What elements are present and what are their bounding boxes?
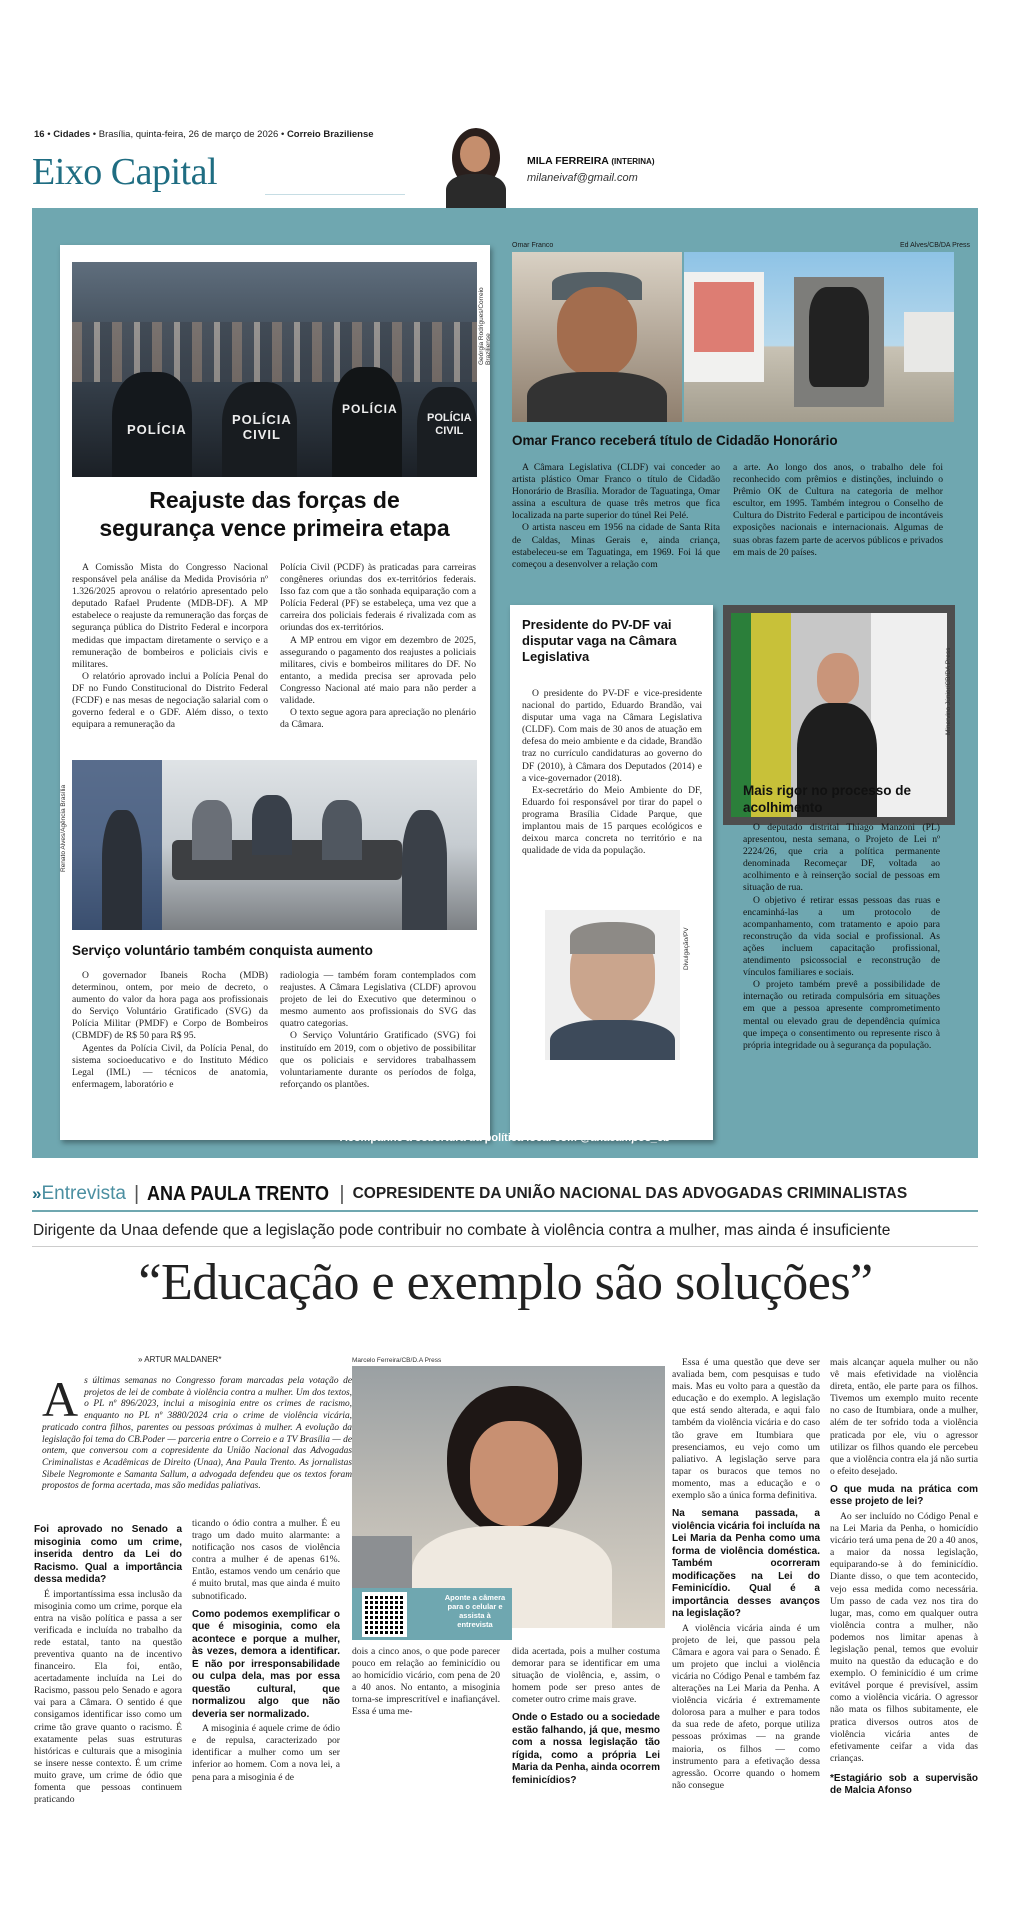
meeting-photo [72,760,477,930]
answer: Ao ser incluído no Código Penal e na Lei Maria da Penha, o homicídio vicário terá uma pena de 20 a 40 anos, a maior da nossa legislação, equiparando-se à do feminicídio. Diante disso, o que tem acontecido, vejo essa medida como necessária. Um passo de cada vez nos tira do lugar, mas, como em qualquer outra violência contra a mulher, não podemos nos limitar apenas à legislação penal, temos que evoluir muito na questão da educação e do exemplo. O feminicídio é um crime evitável porque é previsível, assim como a violência vicária. O agressor não mata os filhos subitamente, ele pratica diversos outros atos de violência vicária antes de efetivamente ceifar a vida das crianças. [830,1510,978,1764]
coverage-banner-text: Acompanhe a cobertura da política local com [339,1132,577,1144]
question: Foi aprovado no Senado a misoginia como um crime, inserida dentro da Lei do Racismo. Qual a importância dessa medida? [34,1524,182,1585]
interview-col2 [192,1518,340,1784]
interview-col6 [830,1357,978,1800]
headline-reajuste-line1: Reajuste das forças de [149,487,400,513]
story-reajuste-col1 [72,562,268,731]
photo-credit-meeting: Renato Alves/Agência Brasília [60,784,67,872]
author-email: milaneivaf@gmail.com [527,172,638,184]
sculpture-photo [684,252,954,422]
author-photo [440,128,512,208]
paragraph: radiologia — também foram contemplados com reajustes. A Câmara Legislativa (CLDF) aprovou projeto de lei do Executivo que determinou o mesmo aumento aos profissionais do SVG das quatro categorias. [280,970,476,1030]
paragraph: O projeto também prevê a possibilidade de internação ou retirada compulsória em situações em que a pessoa apresente comprometimento mental ou elevado grau de dependência química que impeça o consentimento ou represente risco à própria integridade ou à segurança da população. [743,979,940,1051]
paragraph: A Comissão Mista do Congresso Nacional responsável pela análise da Medida Provisória nº 1.326/2025 aprovou o relatório apresentado pelo deputado Rafael Prudente (MDB-DF). A MP estabelece o reajuste da remuneração das forças de segurança pública do Distrito Federal e incorpora medidas que impactam diretamente o serviço e a remuneração de bombeiros e policiais civis e militares. [72,562,268,670]
interview-headline: “Educação e exemplo são soluções” [138,1254,873,1311]
answer: Essa é uma questão que deve ser avaliada bem, com pesquisas e tudo mais. Mas eu volto para a questão da educação e do exemplo. A legislação que está sendo alterada, e aqui falo também da violência vicária e do caso tão grave em Itumbiara que presenciamos, eu vejo como um paliativo. A legislação serve para tapar os buracos que temos no momento, mas a educação e o exemplo são a única forma definitiva. [672,1357,820,1502]
paper-name: Correio Braziliense [286,129,374,140]
qr-box[interactable] [352,1588,512,1640]
answer: A violência vicária ainda é um projeto de lei, que passou pela Câmara e agora vai para o Senado. É um projeto que inclui a violência vicária no Código Penal e também faz alterações na Lei Maria da Penha. A violência vicária é extremamente dolorosa para a mulher e para todos da sua rede de afeto, porque utiliza pessoas próximas — na grande maioria, os filhos — como instrumento para a efetivação dessa agressão. Ocorre quando o homem não consegue [672,1622,820,1791]
paragraph: A MP entrou em vigor em dezembro de 2025, assegurando o pagamento dos reajustes a policiais militares, civis e bombeiros militares do DF. No entanto, a medida precisa ser aprovada pelo Congresso Nacional até maio para não perder a validade. [280,634,476,707]
story-omar-col2 [733,462,943,559]
answer: ticando o ódio contra a mulher. É eu trago um dado muito alarmante: a notificação nos casos de violência contra a mulher é de apenas 61%. Então, estamos vendo um cenário que é muito brutal, mas que ainda é muito subnotificado. [192,1518,340,1602]
qr-code-icon[interactable] [362,1592,407,1637]
photo-credit-pv: Divulgação/PV [683,927,690,970]
story-servico-col1 [72,970,268,1091]
interviewee-name: ANA PAULA TRENTO [147,1182,330,1205]
story-reajuste-col2 [280,562,476,731]
page-number: 16 [34,129,45,140]
dateline: Brasília, quinta-feira, 26 de março de 2026 [98,129,279,140]
story-servico-col2 [280,970,476,1091]
drop-cap: A [42,1371,79,1427]
interview-kicker: Entrevista [41,1183,126,1204]
coverage-banner [32,1132,978,1144]
paragraph: A Câmara Legislativa (CLDF) vai conceder ao artista plástico Omar Franco o título de Cidadão Honorário de Brasília. Morador de Taguatinga, Omar assina a escultura de quase três metros que fica localizada na parte superior do túnel Rei Pelé. [512,462,720,522]
headline-pv: Presidente do PV-DF vai disputar vaga na Câmara Legislativa [522,617,677,664]
paragraph: O governador Ibaneis Rocha (MDB) determinou, ontem, por meio de decreto, o aumento do valor da hora paga aos profissionais do Serviço Voluntário Gratificado (SVG) da Polícia Militar (PMDF) e Corpo de Bombeiros (CBMDF) de R$ 50 para R$ 95. [72,970,268,1042]
photo-credit-omar: Omar Franco [512,242,554,249]
headline-reajuste [72,486,477,542]
section-name: Cidades [53,129,91,140]
paragraph: O texto segue agora para apreciação no plenário da Câmara. [280,707,476,731]
paragraph: O presidente do PV-DF e vice-presidente nacional do partido, Eduardo Brandão, vai disputar uma vaga na Câmara Legislativa (CLDF). Com mais de 30 anos de atuação em defesa do meio ambiente e da cidade, Brandão traz no currículo candidaturas ao governo do DF (2010), à Câmara dos Deputados (2014) e a vice-governador (2018). [522,688,702,784]
answer: dida acertada, pois a mulher costuma demorar para se identificar em uma situação de violência, e, assim, o homem pode ser preso antes de cometer outro crime mais grave. [512,1646,660,1706]
interview-col5 [672,1357,820,1792]
photo-credit-sculpture: Ed Alves/CB/DA Press [900,242,971,249]
photo-credit-ana-paula: Marcelo Ferreira/CB/D.A Press [352,1357,442,1364]
interview-col4 [512,1646,660,1789]
paragraph: O deputado distrital Thiago Manzoni (PL) apresentou, nesta semana, o Projeto de Lei nº 2224/26, que cria a política permanente denominada Recomeçar DF, voltada ao acolhimento e à reinserção social de pessoas em situação de rua. [743,822,940,894]
paragraph: Agentes da Polícia Civil, da Polícia Penal, do sistema socioeducativo e do Instituto Médico Legal (IML) — técnicos de anatomia, enfermagem, laboratório e [72,1042,268,1090]
story-omar-col1 [512,462,720,571]
headline-servico-voluntario: Serviço voluntário também conquista aumento [72,943,373,958]
interview-col1 [34,1518,182,1806]
question: Como podemos exemplificar o que é misoginia, como ela acontece e porque a mulher, às vezes, demora a identificar. E não por irresponsabilidade ou culpa dela, mas por essa questão cultural, que normalizou algo que não deveria ser normalizado. [192,1608,340,1720]
qr-instruction: Aponte a câmera para o celular e assista à entrevista [444,1593,506,1629]
answer: A misoginia é aquele crime de ódio e de repulsa, caracterizado por identificar a mulher como um ser inferior ao homem. Com a nova lei, a pena para a misoginia é de [192,1723,340,1783]
headline-reajuste-line2: segurança vence primeira etapa [99,515,450,541]
story-acolhimento-body [743,822,940,1052]
question: O que muda na prática com esse projeto de lei? [830,1483,978,1508]
interview-col3 [352,1646,500,1719]
paragraph: O objetivo é retirar essas pessoas das ruas e encaminhá-las a um protocolo de acompanhamento, com tratamento e apoio para reconstrução da vida social e profissional. As ações incluem capacitação profissional, atendimento psicossocial e reconstrução de vínculos familiares e sociais. [743,894,940,979]
photo-credit-manzoni: Minervino Júnior/CB/DA Press [945,647,952,735]
interview-header: » Entrevista | ANA PAULA TRENTO | COPRESIDENTE DA UNIÃO NACIONAL DAS ADVOGADAS CRIMINALISTAS [32,1178,978,1212]
page-header: 16 • Cidades • Brasília, quinta-feira, 26 de março de 2026 • Correio Braziliense [34,129,374,140]
paragraph: O relatório aprovado inclui a Polícia Penal do DF no Fundo Constitucional do Distrito Federal (FCDF) e nas mesas de negociação salarial com o governo federal e o GDF. Além disso, o texto equipara a remuneração da [72,670,268,731]
paragraph: O artista nasceu em 1956 na cidade de Santa Rita de Caldas, Minas Gerais e, ainda criança, estabeleceu-se em Taguatinga, em 1969. Foi lá que começou a desenvolver a relação com [512,522,720,570]
header-divider [265,194,405,195]
coverage-banner-handle: @anacampos_cb [580,1132,671,1144]
footnote: *Estagiário sob a supervisão de Malcia Afonso [830,1772,978,1797]
paragraph: Polícia Civil (PCDF) às praticadas para carreiras congêneres oriundas dos ex-territórios federais. Isso faz com que a tão sonhada equiparação com a Polícia Federal (PF) se estabeleça, uma vez que a carreira dos policiais federais é rivalizada com as oriundas dos ex-territórios. [280,562,476,634]
question: Onde o Estado ou a sociedade estão falhando, já que, mesmo com a nossa legislação tão rígida, como a própria Lei Maria da Penha, ainda ocorrem feminicídios? [512,1712,660,1786]
interview-deck: Dirigente da Unaa defende que a legislação pode contribuir no combate à violência contra a mulher, mas ainda é insuficiente [33,1222,891,1239]
paragraph: Ex-secretário do Meio Ambiente do DF, Eduardo foi responsável por tirar do papel o programa Brasília Cidade Parque, que implantou mais de 15 parques ecológicos e deixou marca concreta no território e na qualidade de vida da população. [522,784,702,857]
interviewee-role: COPRESIDENTE DA UNIÃO NACIONAL DAS ADVOGADAS CRIMINALISTAS [352,1185,908,1202]
byline: » ARTUR MALDANER* [138,1355,222,1364]
answer: mais alcançar aquela mulher ou não vê mais efetividade na violência direta, então, ele parte para os filhos. Tivemos um exemplo muito recente no caso de Itumbiara, onde a mulher, além de ter sofrido toda a violência praticada por ele, viu o agressor utilizar os filhos quando ele percebeu que a violência contra ela já não surtia o efeito desejado. [830,1357,978,1477]
author-tag: (INTERINA) [611,157,655,166]
eduardo-brandao-photo [545,910,680,1060]
author-name: MILA FERREIRA [527,155,609,167]
paragraph: a arte. Ao longo dos anos, o trabalho dele foi reconhecido com prêmios e distinções, incluindo o Prêmio OK de Cultura na categoria de melhor escultor, em 1995. Também integrou o Conselho de Cultura do Distrito Federal e participou de incontáveis exposições nacionais e internacionais. Algumas de suas obras fazem parte de acervos públicos e privados em mais de 20 países. [733,462,943,558]
paragraph: O Serviço Voluntário Gratificado (SVG) foi instituído em 2019, com o objetivo de possibilitar que os policiais e servidores trabalhassem voluntariamente durante os períodos de folga, reforçando os plantões. [280,1030,476,1090]
headline-omar-franco: Omar Franco receberá título de Cidadão Honorário [512,433,838,448]
story-pv-body [522,688,702,857]
omar-franco-photo [512,252,682,422]
column-title: Eixo Capital [32,151,218,193]
police-assembly-photo: POLÍCIA POLÍCIA CIVIL POLÍCIA POLÍCIA CIVIL [72,262,477,477]
intro-text: s últimas semanas no Congresso foram marcadas pela votação de projetos de lei de combate à violência contra a mulher. Um dos textos, o PL nº 896/2023, inclui a misoginia entre os crimes de racismo, enquanto no PL nº 3880/2024 cria o crime de violência vicária, praticado contra filhos, parentes ou pessoas próximas à mulher. A evolução da legislação foi tema do CB.Poder — parceria entre o Correio e a TV Brasília — de ontem, que conversou com a copresidente da União Nacional das Advogadas Criminalistas e Acadêmicas de Direito (Unaa), Ana Paula Trento. As jornalistas Sibele Negromonte e Samanta Sallum, a advogada defendeu que os textos foram propostos de forma acertada, mas são medidas paliativas. [42,1376,352,1492]
author-name-line [527,155,655,167]
answer: É importantíssima essa inclusão da misoginia como um crime, porque ela entra na visão política e passa a ser verificada e incluída no trabalho da rede estatal, tanto na questão preventiva quanto na de incentivo financeiro. Ela foi, então, acertadamente incluída na Lei do Racismo, passou pelo Senado e agora vai para a Câmara. O sentido é que consigamos identificar isso como um crime tão grave quanto o racismo. É exatamente pelas suas estruturas históricas e culturais que a misoginia se insere nesse contexto. É um crime muito grave, um crime de ódio que fomenta que pessoas continuem praticando [34,1588,182,1806]
question: Na semana passada, a violência vicária foi incluída na Lei Maria da Penha como uma forma de violência doméstica. Também ocorreram modificações na Lei do Feminicídio. Qual é a importância desses avanços na legislação? [672,1508,820,1620]
answer: dois a cinco anos, o que pode parecer pouco em relação ao feminicídio ou ao homicídio vicário, com pena de 20 a 40 anos. No entanto, a misoginia torna-se imprescritível e inafiançável. Essa é uma me- [352,1646,500,1718]
deck-divider [32,1246,978,1247]
photo-credit-reajuste: Geórgia Rodrigues/Correio Braziliense [478,287,492,365]
headline-acolhimento: Mais rigor no processo de acolhimento [743,783,912,815]
interview-intro [42,1371,352,1493]
